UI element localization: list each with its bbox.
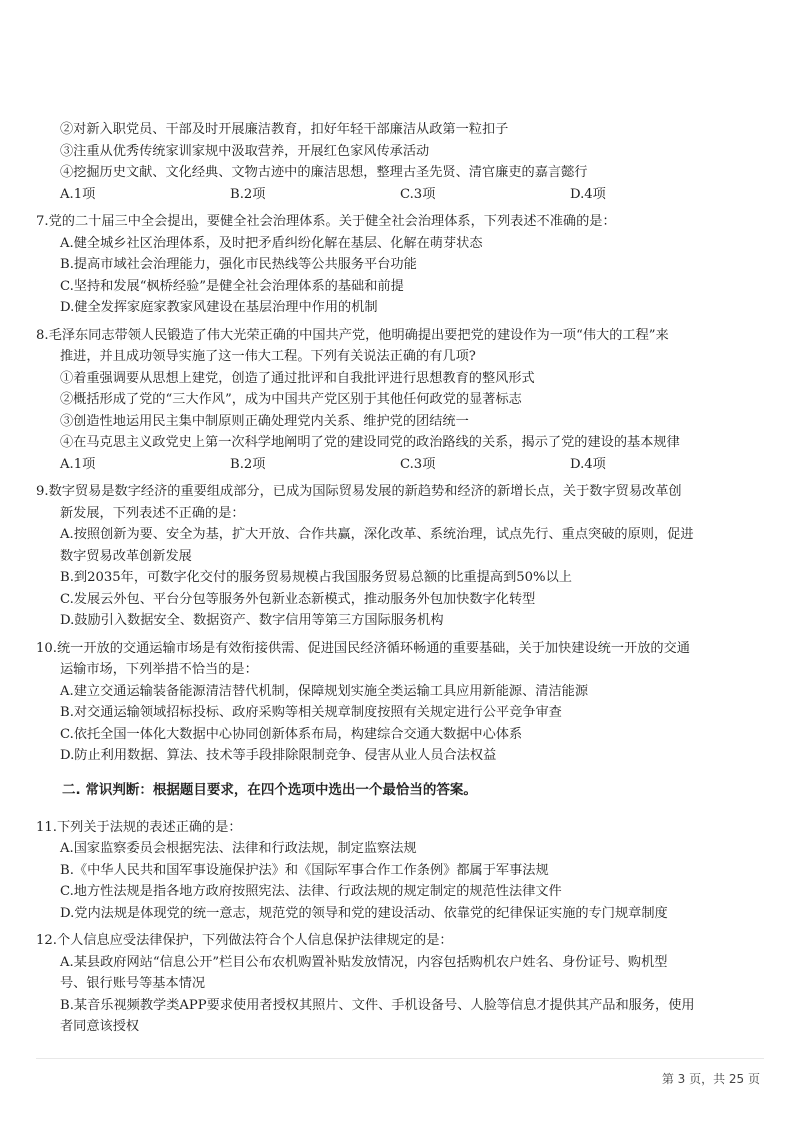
q6-item-3: ③注重从优秀传统家训家规中汲取营养，开展红色家风传承活动 <box>60 143 430 159</box>
q9-option-d: D.鼓励引入数据安全、数据资产、数字信用等第三方国际服务机构 <box>60 613 444 628</box>
q8-option-c: C.3项 <box>400 456 436 472</box>
q8-stem-line1: 8.毛泽东同志带领人民锻造了伟大光荣正确的中国共产党，他明确提出要把党的建设作为一项“伟大的工程”来 <box>36 327 669 343</box>
question-9 <box>36 481 766 632</box>
q12-stem: 12.个人信息应受法律保护，下列做法符合个人信息保护法律规定的是： <box>36 933 453 948</box>
q6-option-d: D.4项 <box>570 186 606 202</box>
footer-divider <box>36 1058 764 1059</box>
q6-option-a: A.1项 <box>60 186 96 202</box>
question-6-tail <box>36 119 766 205</box>
q8-options <box>36 454 766 476</box>
section-2-heading: 二. 常识判断：根据题目要求，在四个选项中选出一个最恰当的答案。 <box>62 781 477 798</box>
q9-stem-line2: 新发展，下列表述不正确的是： <box>60 505 245 521</box>
question-12 <box>36 930 766 1038</box>
q11-option-c: C.地方性法规是指各地方政府按照宪法、法律、行政法规的规定制定的规范性法律文件 <box>60 884 562 899</box>
question-11 <box>36 817 766 925</box>
question-8 <box>36 325 766 476</box>
q12-option-b-line2: 者同意该授权 <box>60 1019 140 1034</box>
q11-option-d: D.党内法规是体现党的统一意志，规范党的领导和党的建设活动、依靠党的纪律保证实施的专门规章制度 <box>60 905 668 921</box>
q11-option-a: A.国家监察委员会根据宪法、法律和行政法规，制定监察法规 <box>60 841 417 856</box>
q8-item-1: ①着重强调要从思想上建党，创造了通过批评和自我批评进行思想教育的整风形式 <box>60 370 535 386</box>
page-number: 第 3 页，共 25 页 <box>661 1072 760 1086</box>
q8-option-d: D.4项 <box>570 456 606 472</box>
q10-stem-line2: 运输市场，下列举措不恰当的是： <box>60 662 258 677</box>
q9-option-b: B.到2035年，可数字化交付的服务贸易规模占我国服务贸易总额的比重提高到50%以上 <box>60 570 572 585</box>
q7-option-d: D.健全发挥家庭家教家风建设在基层治理中作用的机制 <box>60 300 378 315</box>
q9-option-c: C.发展云外包、平台分包等服务外包新业态新模式，推动服务外包加快数字化转型 <box>60 591 536 607</box>
q8-option-b: B.2项 <box>230 456 266 472</box>
q11-option-b: B.《中华人民共和国军事设施保护法》和《国际军事合作工作条例》都属于军事法规 <box>60 862 549 878</box>
q8-option-a: A.1项 <box>60 456 96 472</box>
q12-option-b-line1: B.某音乐视频教学类APP要求使用者授权其照片、文件、手机设备号、人脸等信息才提供其产品和服务，使用 <box>60 997 695 1013</box>
q6-option-b: B.2项 <box>230 186 266 202</box>
q6-item-4: ④挖掘历史文献、文化经典、文物古迹中的廉洁思想，整理古圣先贤、清官廉吏的嘉言懿行 <box>60 165 588 180</box>
q7-stem: 7.党的二十届三中全会提出，要健全社会治理体系。关于健全社会治理体系，下列表述不准确的是： <box>36 214 616 229</box>
q6-options <box>36 184 766 206</box>
q9-stem-line1: 9.数字贸易是数字经济的重要组成部分，已成为国际贸易发展的新趋势和经济的新增长点，关于数字贸易改革创 <box>36 484 682 499</box>
q7-option-a: A.健全城乡社区治理体系，及时把矛盾纠纷化解在基层、化解在萌芽状态 <box>60 235 483 251</box>
q8-item-2: ②概括形成了党的“三大作风”，成为中国共产党区别于其他任何政党的显著标志 <box>60 392 522 407</box>
q6-option-c: C.3项 <box>400 186 436 202</box>
q7-option-b: B.提高市域社会治理能力，强化市民热线等公共服务平台功能 <box>60 257 417 272</box>
question-10 <box>36 638 766 767</box>
q12-option-a-line1: A.某县政府网站“信息公开”栏目公布农机购置补贴发放情况，内容包括购机农户姓名、身份证号、购机型 <box>60 954 668 970</box>
q7-option-c: C.坚持和发展“枫桥经验”是健全社会治理体系的基础和前提 <box>60 278 404 294</box>
q9-option-a-line2: 数字贸易改革创新发展 <box>60 548 192 564</box>
q8-item-3: ③创造性地运用民主集中制原则正确处理党内关系、维护党的团结统一 <box>60 413 469 429</box>
q6-item-2: ②对新入职党员、干部及时开展廉洁教育，扣好年轻干部廉洁从政第一粒扣子 <box>60 122 509 137</box>
page-content <box>36 119 766 1038</box>
q8-item-4: ④在马克思主义政党史上第一次科学地阐明了党的建设同党的政治路线的关系，揭示了党的建设的基本规律 <box>60 435 680 450</box>
question-7 <box>36 211 766 319</box>
q10-stem-line1: 10.统一开放的交通运输市场是有效衔接供需、促进国民经济循环畅通的重要基础，关于加快建设统一开放的交通 <box>36 640 690 656</box>
q9-option-a-line1: A.按照创新为要、安全为基，扩大开放、合作共赢，深化改革、系统治理，试点先行、重点突破的原则，促进 <box>60 527 694 542</box>
q12-option-a-line2: 号、银行账号等基本情况 <box>60 976 206 991</box>
q8-stem-line2: 推进，并且成功领导实施了这一伟大工程。下列有关说法正确的有几项? <box>60 349 476 364</box>
q11-stem: 11.下列关于法规的表述正确的是： <box>36 819 242 835</box>
q10-option-b: B.对交通运输领域招标投标、政府采购等相关规章制度按照有关规定进行公平竞争审查 <box>60 705 562 720</box>
q10-option-c: C.依托全国一体化大数据中心协同创新体系布局，构建综合交通大数据中心体系 <box>60 726 523 742</box>
q10-option-a: A.建立交通运输装备能源清洁替代机制，保障规划实施全类运输工具应用新能源、清洁能源 <box>60 683 589 699</box>
q10-option-d: D.防止利用数据、算法、技术等手段排除限制竞争、侵害从业人员合法权益 <box>60 748 497 763</box>
